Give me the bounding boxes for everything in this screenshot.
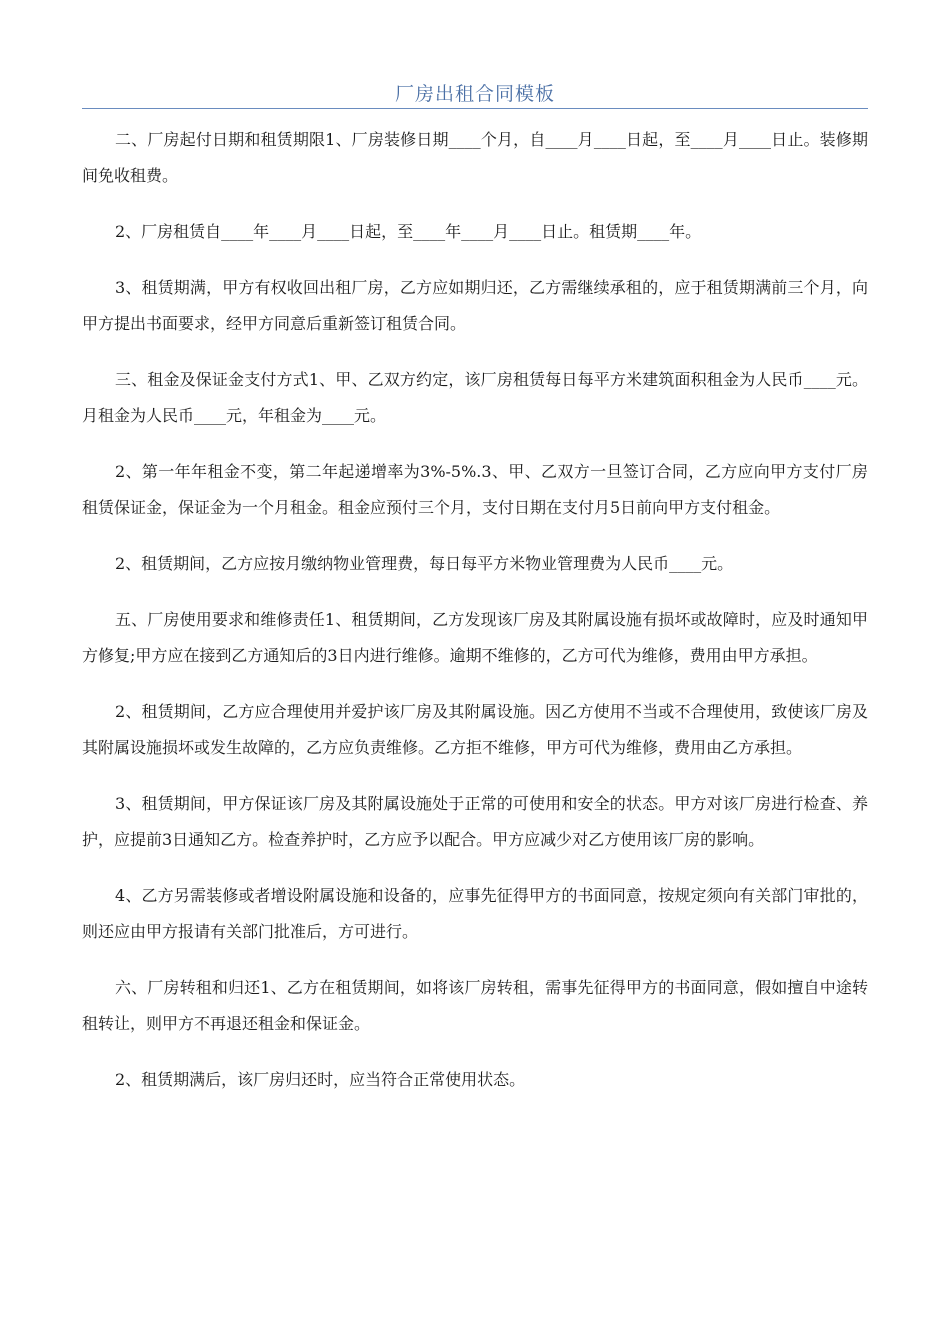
- paragraph-management-fee: 2、租赁期间，乙方应按月缴纳物业管理费，每日每平方米物业管理费为人民币____元。: [115, 554, 734, 573]
- paragraph-rent-payment: 三、租金及保证金支付方式1、甲、乙双方约定，该厂房租赁每日每平方米建筑面积租金为人民币____元。月租金为人民币____元，年租金为____元。: [82, 370, 868, 425]
- paragraph-return: 2、租赁期满后，该厂房归还时，应当符合正常使用状态。: [115, 1070, 526, 1089]
- paragraph-maintenance-tenant: 2、租赁期间，乙方应合理使用并爱护该厂房及其附属设施。因乙方使用不当或不合理使用，致使该厂房及其附属设施损坏或发生故障的，乙方应负责维修。乙方拒不维修，甲方可代为维修，费用由乙方承担。: [82, 702, 868, 757]
- paragraph-maintenance-landlord: 五、厂房使用要求和维修责任1、租赁期间，乙方发现该厂房及其附属设施有损坏或故障时，应及时通知甲方修复;甲方应在接到乙方通知后的3日内进行维修。逾期不维修的，乙方可代为维修，费用由甲方承担。: [82, 610, 868, 665]
- document-title: 厂房出租合同模板: [394, 83, 555, 105]
- paragraph-rent-increase-deposit: 2、第一年年租金不变，第二年起递增率为3%-5%.3、甲、乙双方一旦签订合同，乙方应向甲方支付厂房租赁保证金，保证金为一个月租金。租金应预付三个月，支付日期在支付月5日前向甲方支付租金。: [82, 462, 868, 517]
- paragraph-renovation: 4、乙方另需装修或者增设附属设施和设备的，应事先征得甲方的书面同意，按规定须向有关部门审批的，则还应由甲方报请有关部门批准后，方可进行。: [82, 886, 868, 941]
- document-body: [82, 122, 868, 1118]
- paragraph-lease-expiry: 3、租赁期满，甲方有权收回出租厂房，乙方应如期归还，乙方需继续承租的，应于租赁期满前三个月，向甲方提出书面要求，经甲方同意后重新签订租赁合同。: [82, 278, 868, 333]
- paragraph-start-date-term: 二、厂房起付日期和租赁期限1、厂房装修日期____个月，自____月____日起，至____月____日止。装修期间免收租费。: [82, 130, 868, 185]
- paragraph-inspection: 3、租赁期间，甲方保证该厂房及其附属设施处于正常的可使用和安全的状态。甲方对该厂房进行检查、养护，应提前3日通知乙方。检查养护时，乙方应予以配合。甲方应减少对乙方使用该厂房的影响。: [82, 794, 868, 849]
- title-divider: [82, 108, 868, 109]
- paragraph-lease-period: 2、厂房租赁自____年____月____日起，至____年____月____日止。租赁期____年。: [115, 222, 702, 241]
- paragraph-sublease: 六、厂房转租和归还1、乙方在租赁期间，如将该厂房转租，需事先征得甲方的书面同意，假如擅自中途转租转让，则甲方不再退还租金和保证金。: [82, 978, 868, 1033]
